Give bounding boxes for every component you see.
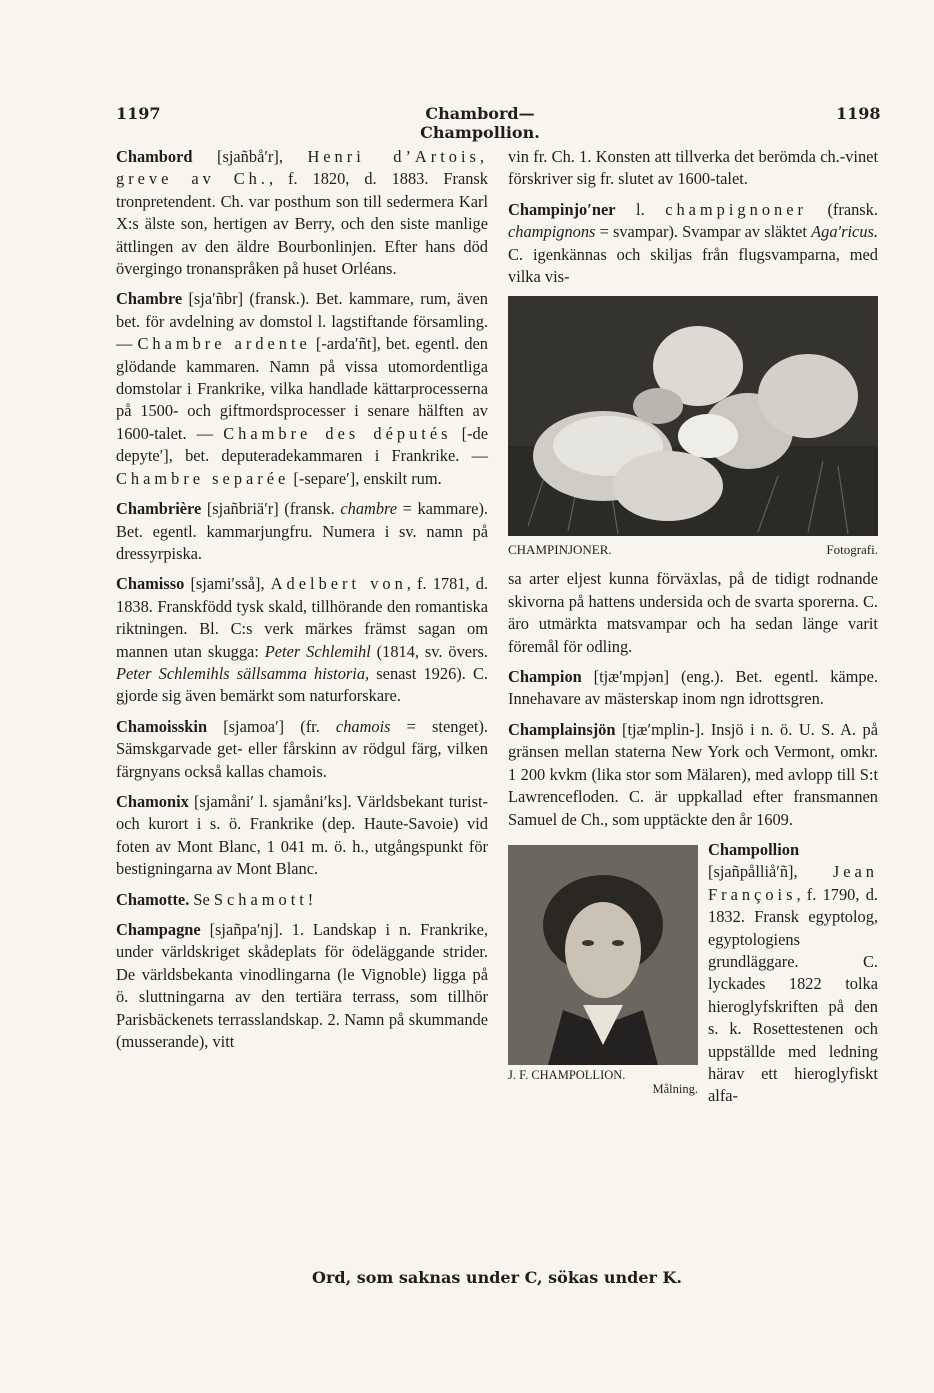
entry-text: [sjamoa′] (fr. [207,716,336,736]
entry-chamisso [116,573,488,707]
entry-chamonix [116,791,488,881]
entry-chambord [116,146,488,280]
photo-caption: CHAMPINJONER. [508,542,612,558]
entry-text: [tjæ′mpjən] (eng.). Bet. egentl. kämpe. Innehavare av mästerskap inom ngn idrottsgren. [508,667,878,709]
headword: Chambord [116,147,193,166]
portrait-caption-name: J. F. CHAMPOLLION. [508,1067,626,1082]
left-page-number: 1197 [116,104,161,123]
headword: Champagne [116,920,201,939]
entry-text: C. igenkännas och skiljas från flugsvamparna, med vilka vis- [508,244,878,287]
entry-continuation-2 [508,568,878,658]
book-title: Peter Schlemihl [264,641,371,661]
subterm: Chambre ardente [137,334,311,354]
subterm: Chambre des députés [223,423,452,443]
pronunciation: [sjañpålliå′ñ], [708,862,833,882]
entry-text: , f. 1820, d. 1883. Fransk tronpretendent. Ch. var posthum son till sedermera Karl X:s älste son, hertigen av Berry, och den siste manlige ättlingen av den äldre Bourbonlinjen. Efter hans död övergingo tronanspråken på huset Orléans. [116,169,489,279]
entry-text: = kammare). Bet. egentl. kammarjungfru. Numera i sv. namn på dressyrpiska. [116,499,488,563]
book-title: Peter Schlemihls sällsamma historia, [116,663,370,683]
italic-term: chamois [335,716,391,736]
entry-text: [sjañbriä′r] (fransk. [201,499,341,519]
pronunciation: [sjami′sså], [184,574,271,594]
photo-credit: Fotografi. [826,542,878,558]
entry-chamoisskin [116,716,488,783]
champollion-portrait [508,845,698,1065]
italic-term: champignons [508,222,596,242]
entry-champion [508,666,878,711]
entry-chambre [116,288,488,490]
entry-text: [sjamåni′ l. sjamåni′ks]. Världsbekant turist- och kurort i s. ö. Frankrike (dep. Haute-Savoie) vid foten av Mont Blanc, 1 041 m. ö. h., utgångspunkt för bestigningarna av Mont Blanc. [116,791,488,879]
entry-champinjoner [508,199,878,289]
entry-chamotte [116,889,488,911]
person-name: Adelbert von [270,574,407,594]
entry-text: = stenget). Sämskgarvade get- eller fårskinn av rödgul färg, vilken färgnyans också kallas chamois. [116,716,489,781]
entry-text: (1814, sv. övers. [370,641,489,661]
person-name: Henri d’Artois, greve av Ch. [116,147,488,189]
portrait-caption [508,1068,698,1096]
mushroom-illustration [508,296,878,536]
entry-text: [sjañpa′nj]. 1. Landskap i n. Frankrike, under världskriget skådeplats för ödeläggande strider. De världsbekanta vinodlingarna (le Vignoble) ligga på ö. sluttningarna av den tertiära terrass, som tillhör Parisbäckenets terrasslandskap. 2. Namn på skummande (musserande), vitt [116,920,488,1052]
entry-text: Se [189,889,214,909]
entry-text: (fransk. [806,199,878,219]
entry-text: sa arter eljest kunna förväxlas, på de tidigt rodnande skivorna på hattens undersida och de svarta sporerna. C. äro utmärkta matsvampar och ha sedan länge varit föremål för odling. [508,569,878,656]
subterm: Chambre separée [116,468,290,488]
headword: Chamonix [116,791,189,811]
entry-text: [tjæ′mplin-]. Insjö i n. ö. U. S. A. på gränsen mellan staterna New York och Vermont, omkr. 1 200 kvkm (lika stor som Mälaren), med avlopp till S:t Lawrencefloden. C. är uppkallad efter fransmannen Samuel de Ch., som upptäckte den år 1609. [508,719,878,829]
headword: Champinjo′ner [508,199,616,219]
italic-term: Aga′ricus. [811,222,878,242]
subterm: champignoner [665,199,807,219]
entry-text: , f. 1781, d. 1838. Franskfödd tysk skald, tillhörande den romantiska riktningen. Bl. C:s verk märkes främst sagan om mannen utan skugga: [116,574,488,661]
headword: Chambre [116,289,183,309]
left-column [116,146,488,1061]
headword: Champion [508,667,582,687]
person-name: Jean François [708,862,878,904]
entry-text: [-de depyte′], bet. deputeradekammaren i Frankrike. — [116,423,489,466]
portrait-credit: Målning. [652,1081,698,1096]
pronunciation: [sjañbå′r], [192,147,308,166]
entry-chambriere [116,498,488,565]
entry-text: [sja′ñbr] (fransk.). Bet. kammare, rum, även bet. för avdelning av domstol l. lagstiftande församling. — [116,289,488,354]
footer-note: Ord, som saknas under C, sökas under K. [312,1268,682,1287]
entry-text: vin fr. Ch. 1. Konsten att tillverka det berömda ch.-vinet förskriver sig fr. slutet av 1600-talet. [508,147,878,189]
portrait-figure [508,845,698,1096]
headword: Champollion [708,839,800,859]
right-page-number: 1198 [836,104,881,123]
italic-term: chambre [340,499,398,519]
portrait-illustration [508,845,698,1065]
entry-text: [-arda′ñt], bet. egentl. den glödande kammaren. Namn på vissa utomordentliga domstolar i Frankrike, vilka handlade kättarprocesserna på 1500- och giftmordsprocesser i senare hälften av 1600-talet. — [116,334,488,443]
entry-champagne [116,919,488,1053]
headword: Chambrière [116,499,202,519]
entry-text: = svampar). Svampar av släktet [595,222,812,242]
cross-reference: Schamott! [213,889,318,909]
running-title: Chambord—Champollion. [420,104,540,142]
photo-caption-row [508,542,878,558]
right-column [508,146,878,1116]
headword: Chamisso [116,574,185,594]
mushroom-photo [508,296,878,536]
entry-continuation [508,146,878,191]
entry-text: senast 1926). C. gjorde sig även bemärkt som naturforskare. [116,663,488,706]
entry-text: [-separe′], enskilt rum. [289,468,442,488]
entry-champlain [508,719,878,831]
headword: Chamoisskin [116,716,208,736]
entry-text: , f. 1790, d. 1832. Fransk egyptolog, egyptologiens grundläggare. C. lyckades 1822 tolka hieroglyfskriften på den s. k. Rosettestenen och uppställde med ledning härav ett hieroglyfiskt alfa- [708,884,878,1106]
entry-text: l. [615,199,666,219]
headword: Champlainsjön [508,719,616,739]
headword: Chamotte. [116,889,190,909]
